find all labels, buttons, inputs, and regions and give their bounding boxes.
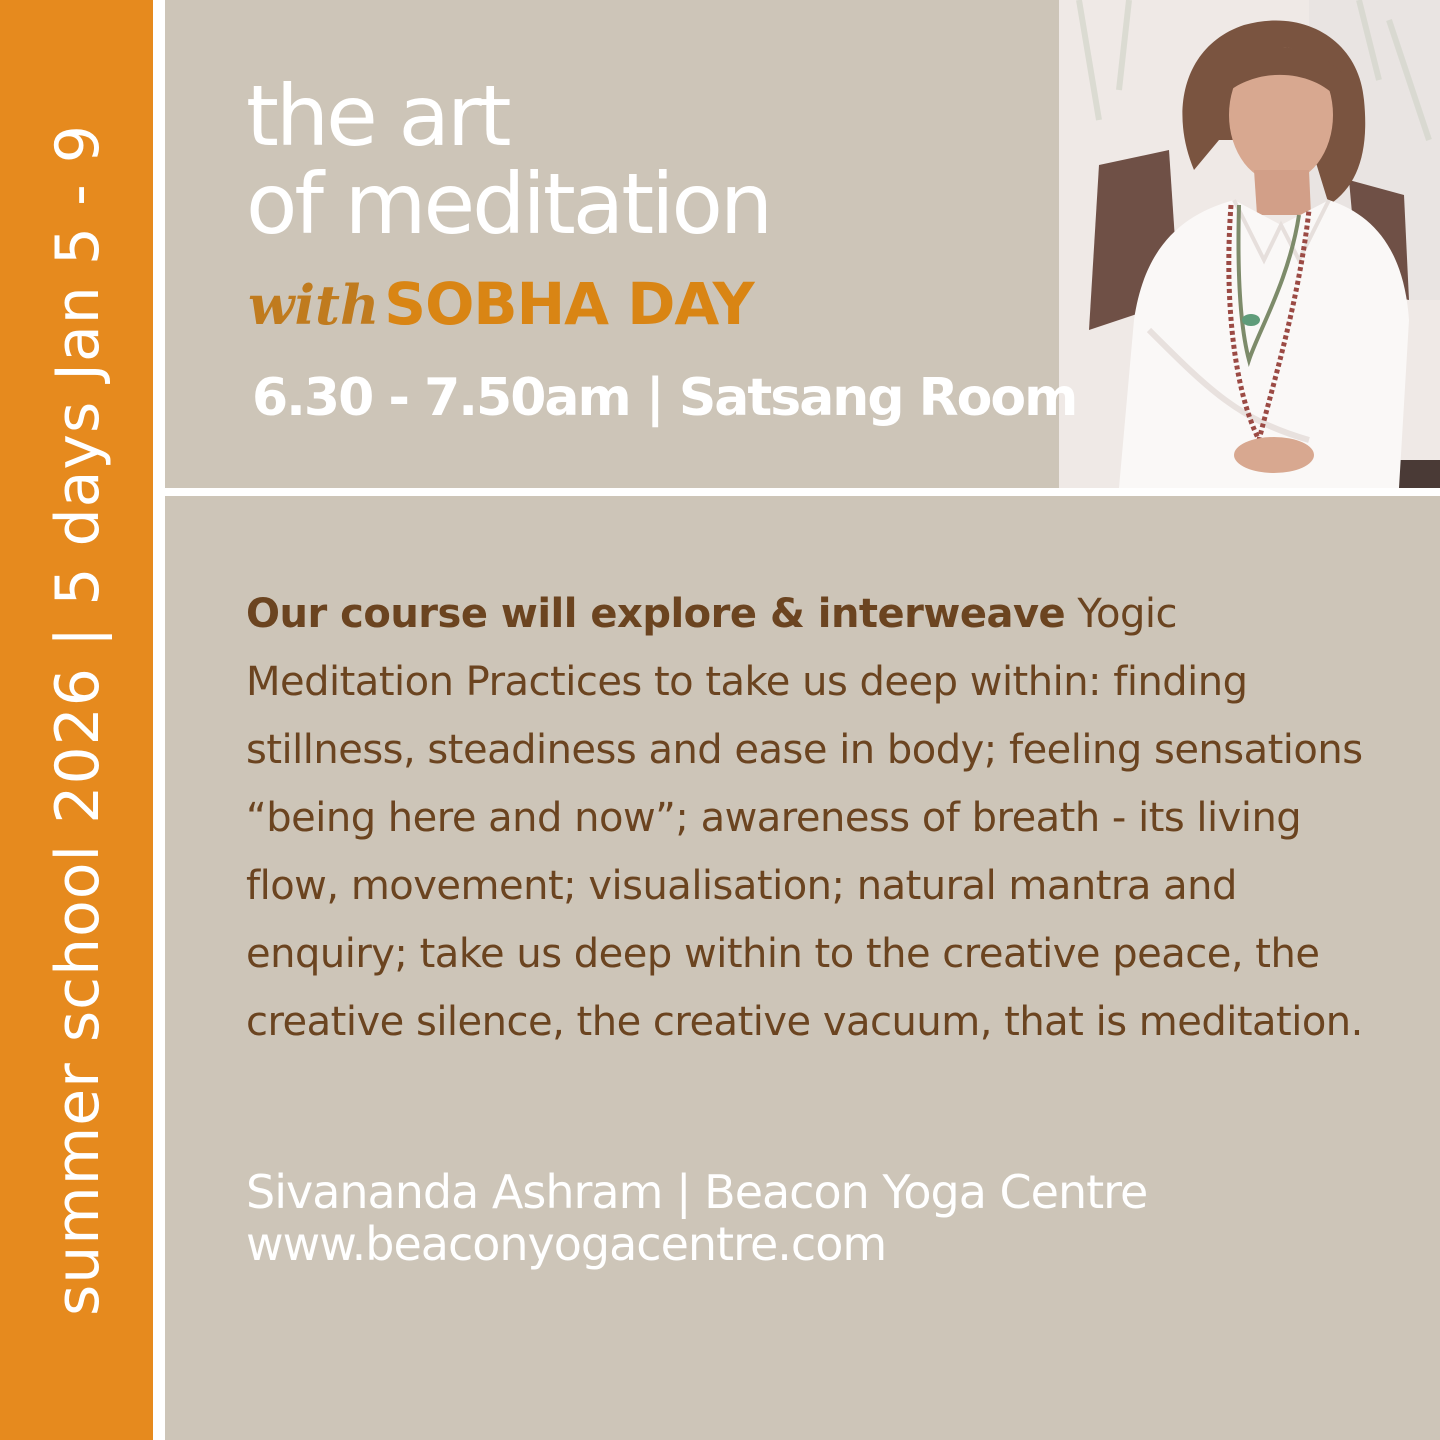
side-band (0, 0, 153, 1440)
portrait-image (1059, 0, 1440, 488)
description-lead: Our course will explore & interweave (246, 591, 1066, 637)
footer-org-block (246, 1166, 1147, 1270)
course-description (246, 580, 1396, 1056)
instructor-photo (1059, 0, 1440, 488)
event-title (246, 67, 771, 253)
instructor-name: SOBHA DAY (384, 270, 754, 338)
event-dates-vertical: summer school 2026 | 5 days Jan 5 - 9 (43, 124, 113, 1316)
description-text: Yogic Meditation Practices to take us deep within: finding stillness, steadiness and ease in body; feeling sensations “being here and now”; awareness of breath - its living flow, movement; visualisation; natural mantra and enquiry; take us deep within to the creative peace, the creative silence, the creative vacuum, that is meditation. (246, 591, 1363, 1045)
website-url: www.beaconyogacentre.com (246, 1217, 887, 1271)
schedule-time-location: 6.30 - 7.50am | Satsang Room (252, 368, 1077, 428)
organization-name: Sivananda Ashram | Beacon Yoga Centre (246, 1165, 1148, 1219)
title-line-1: the art (246, 67, 509, 165)
with-word: with (248, 273, 380, 337)
title-line-2: of meditation (246, 155, 771, 253)
instructor-line (248, 270, 754, 338)
